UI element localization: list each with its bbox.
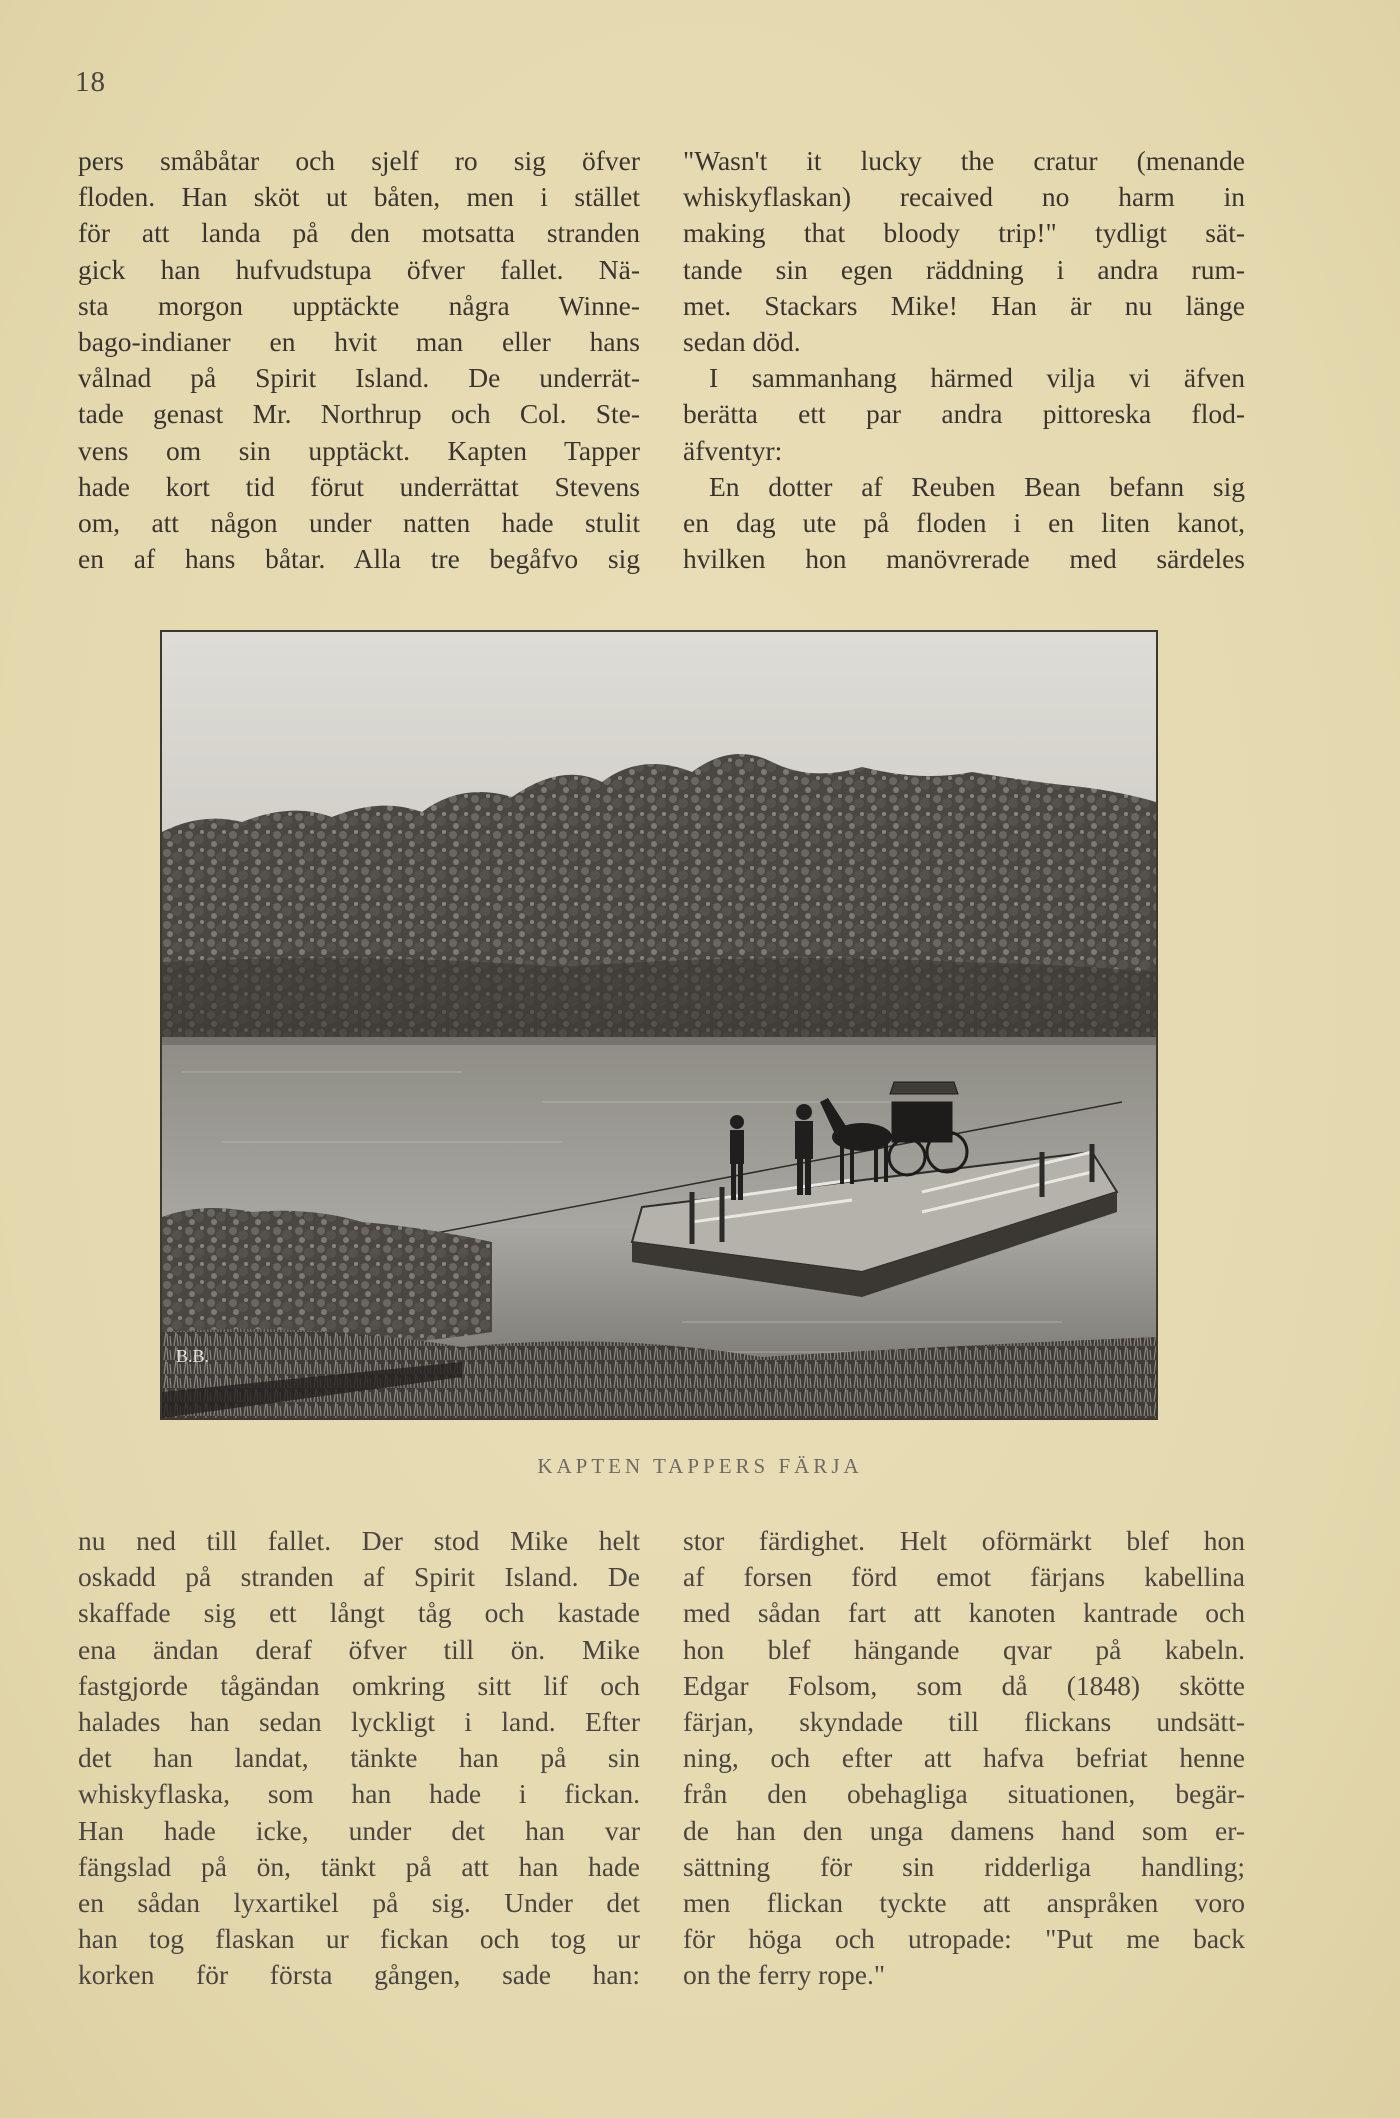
text-line: vens om sin upptäckt. Kapten Tapper [78, 434, 640, 466]
text-line: vålnad på Spirit Island. De underrät- [78, 362, 640, 394]
text-line: men flickan tyckte att anspråken voro [683, 1886, 1245, 1918]
text-line: bago-indianer en hvit man eller hans [78, 325, 640, 357]
text-line: met. Stackars Mike! Han är nu länge [683, 289, 1245, 321]
text-line: tande sin egen räddning i andra rum- [683, 253, 1245, 285]
text-line: Edgar Folsom, som då (1848) skötte [683, 1669, 1245, 1701]
text-line: "Wasn't it lucky the cratur (menande [683, 145, 1245, 176]
text-line: sta morgon upptäckte några Winne- [78, 289, 640, 321]
text-line: Han hade icke, under det han var [78, 1814, 640, 1846]
text-line: om, att någon under natten hade stulit [78, 506, 640, 538]
text-line: gick han hufvudstupa öfver fallet. Nä- [78, 253, 640, 285]
text-line: tade genast Mr. Northrup och Col. Ste- [78, 398, 640, 430]
page-number: 18 [75, 66, 106, 98]
text-line: de han den unga damens hand som er- [683, 1814, 1245, 1846]
text-line: af forsen förd emot färjans kabellina [683, 1561, 1245, 1593]
text-line: pers småbåtar och sjelf ro sig öfver [78, 145, 640, 176]
text-line: en sådan lyxartikel på sig. Under det [78, 1886, 640, 1918]
text-line: han tog flaskan ur fickan och tog ur [78, 1923, 640, 1955]
text-line: för höga och utropade: "Put me back [683, 1923, 1245, 1955]
text-line: ning, och efter att hafva befriat henne [683, 1742, 1245, 1774]
text-line: det han landat, tänkte han på sin [78, 1742, 640, 1774]
text-line: halades han sedan lyckligt i land. Efter [78, 1705, 640, 1737]
text-line: ena ändan deraf öfver till ön. Mike [78, 1633, 640, 1665]
text-line: making that bloody trip!" tydligt sät- [683, 217, 1245, 249]
text-line: nu ned till fallet. Der stod Mike helt [78, 1525, 640, 1556]
text-line: färjan, skyndade till flickans undsätt- [683, 1705, 1245, 1737]
text-line: hon blef hängande qvar på kabeln. [683, 1633, 1245, 1665]
text-line: I sammanhang härmed vilja vi äfven [709, 362, 1245, 394]
text-line: äfventyr: [683, 434, 783, 466]
text-line: whiskyflaskan) recaived no harm in [683, 181, 1245, 213]
text-line: berätta ett par andra pittoreska flod- [683, 398, 1245, 430]
text-line: från den obehagliga situationen, begär- [683, 1778, 1245, 1810]
ferry-photograph [160, 630, 1158, 1420]
text-column-top-left [78, 143, 640, 577]
text-line: fastgjorde tågändan omkring sitt lif och [78, 1669, 640, 1701]
text-line: stor färdighet. Helt oförmärkt blef hon [683, 1525, 1245, 1556]
text-line: en dag ute på floden i en liten kanot, [683, 506, 1245, 538]
text-line: sedan död. [683, 325, 801, 357]
text-column-bottom-right [683, 1523, 1245, 1993]
text-line: hvilken hon manövrerade med särdeles [683, 543, 1245, 575]
text-line: skaffade sig ett långt tåg och kastade [78, 1597, 640, 1629]
text-line: floden. Han sköt ut båten, men i stället [78, 181, 640, 213]
photo-caption: KAPTEN TAPPERS FÄRJA [537, 1454, 863, 1478]
text-line: fängslad på ön, tänkt på att han hade [78, 1850, 640, 1882]
text-line: whiskyflaska, som han hade i fickan. [78, 1778, 640, 1810]
text-column-top-right [683, 143, 1245, 577]
text-line: oskadd på stranden af Spirit Island. De [78, 1561, 640, 1593]
text-line: korken för första gången, sade han: [78, 1959, 640, 1991]
text-line: En dotter af Reuben Bean befann sig [709, 470, 1245, 502]
text-line: för att landa på den motsatta stranden [78, 217, 640, 249]
text-line: sättning för sin ridderliga handling; [683, 1850, 1245, 1882]
text-line: en af hans båtar. Alla tre begåfvo sig [78, 543, 640, 575]
text-column-bottom-left [78, 1523, 640, 1993]
text-line: hade kort tid förut underrättat Stevens [78, 470, 640, 502]
photo-signature: B.B. [176, 1346, 210, 1366]
text-line: med sådan fart att kanoten kantrade och [683, 1597, 1245, 1629]
text-line: on the ferry rope." [683, 1959, 886, 1991]
ferry-photo-image [162, 632, 1156, 1418]
